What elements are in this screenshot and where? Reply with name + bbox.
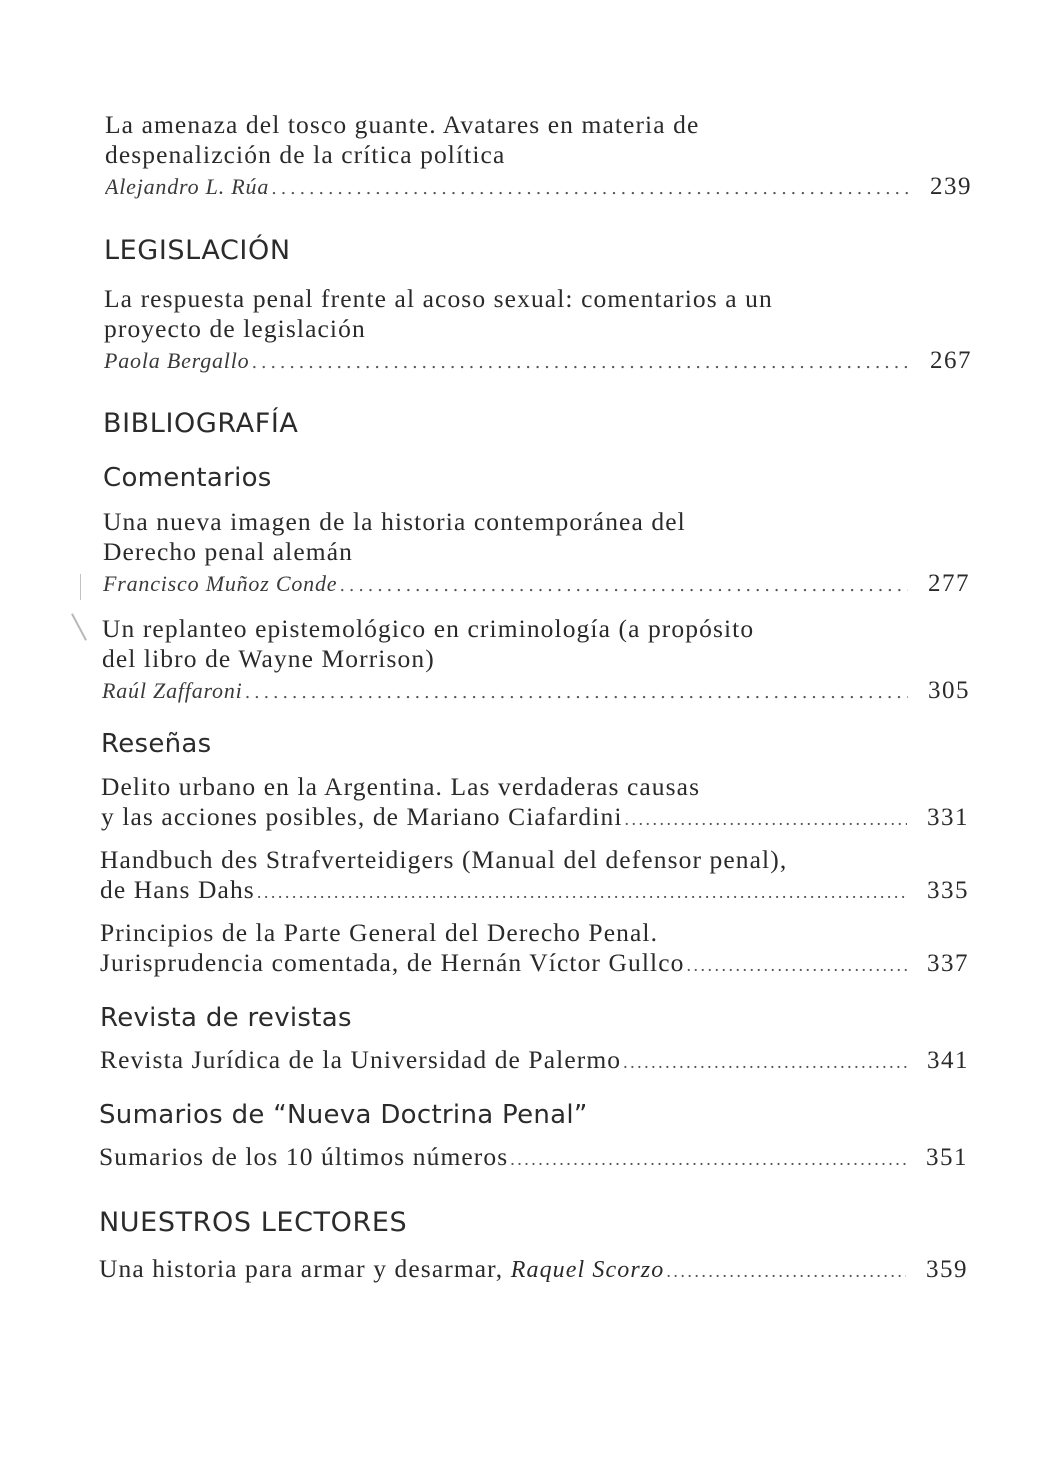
subsection-heading-resenas: Reseñas [101,729,212,759]
subsection-heading-sumarios: Sumarios de “Nueva Doctrina Penal” [99,1100,588,1130]
toc-entry-leader-line [102,676,970,706]
toc-entry-page-number: 331 [927,804,969,831]
toc-entry-title-text: Una historia para armar y desarmar, [99,1254,504,1283]
toc-entry-title-line: de Hans Dahs [100,875,255,904]
dot-leader [251,352,910,373]
dot-leader [623,1047,907,1077]
dot-leader [510,1144,906,1174]
dot-leader [687,950,908,980]
toc-entry-leader-line [100,948,969,980]
dot-leader [339,575,908,596]
toc-entry-leader-line [104,346,972,376]
toc-entry-title-line: Derecho penal alemán [103,537,353,566]
pencil-mark [80,574,81,600]
dot-leader [666,1256,906,1286]
section-heading-bibliografia: BIBLIOGRAFÍA [103,408,299,439]
toc-entry-title-line: La respuesta penal frente al acoso sexual: comentarios a un [104,284,773,313]
toc-entry-title-line: Delito urbano en la Argentina. Las verdaderas causas [101,772,701,801]
toc-entry-title-line: despenalizción de la crítica política [105,140,506,169]
toc-entry-leader-line [100,1045,969,1077]
toc-entry-author: Francisco Muñoz Conde [103,571,338,596]
toc-entry-leader-line [100,875,969,907]
toc-entry-leader-line [99,1254,968,1286]
toc-entry-leader-line [99,1142,968,1174]
toc-entry-page-number: 305 [928,677,970,704]
toc-entry-title-line: proyecto de legislación [104,314,366,343]
toc-entry-title-line: Sumarios de los 10 últimos números [99,1142,509,1171]
toc-entry-author: Raúl Zaffaroni [102,678,243,703]
toc-entry-title-line: Jurisprudencia comentada, de Hernán Víctor Gullco [100,948,685,977]
section-heading-lectores: NUESTROS LECTORES [99,1207,408,1238]
toc-entry-page-number: 335 [927,877,969,904]
toc-entry-leader-line [105,172,972,202]
toc-entry-page-number: 351 [926,1144,968,1171]
toc-entry-page-number: 359 [926,1256,968,1283]
toc-entry-page-number: 267 [930,347,972,374]
toc-entry-title-line: La amenaza del tosco guante. Avatares en materia de [105,110,700,139]
toc-entry-title-line: Revista Jurídica de la Universidad de Palermo [100,1045,622,1074]
pencil-mark [71,613,87,640]
toc-entry-title-line: Una nueva imagen de la historia contemporánea del [103,507,686,536]
toc-entry-page-number: 337 [927,950,969,977]
toc-entry-title-line: y las acciones posibles, de Mariano Ciafardini [101,802,623,831]
dot-leader [257,877,907,907]
toc-entry-page-number: 239 [930,173,972,200]
subsection-heading-comentarios: Comentarios [103,463,272,493]
toc-entry-title [99,1254,664,1285]
dot-leader [625,804,907,834]
toc-entry-title-line: Principios de la Parte General del Derecho Penal. [100,918,659,947]
toc-entry-page-number: 341 [927,1047,969,1074]
toc-entry-title-line: Handbuch des Strafverteidigers (Manual del defensor penal), [100,845,788,874]
dot-leader [245,682,908,703]
dot-leader [271,178,910,199]
toc-entry-title-line: del libro de Wayne Morrison) [102,644,435,673]
toc-entry-author: Raquel Scorzo [510,1257,665,1283]
toc-entry-author: Paola Bergallo [104,348,250,373]
toc-entry-leader-line [101,802,969,834]
toc-entry-author: Alejandro L. Rúa [105,174,270,199]
toc-entry-title-line: Un replanteo epistemológico en criminología (a propósito [102,614,755,643]
subsection-heading-revista: Revista de revistas [100,1003,352,1033]
toc-entry-leader-line [103,569,970,599]
section-heading-legislacion: LEGISLACIÓN [104,235,291,266]
toc-entry-page-number: 277 [928,570,970,597]
